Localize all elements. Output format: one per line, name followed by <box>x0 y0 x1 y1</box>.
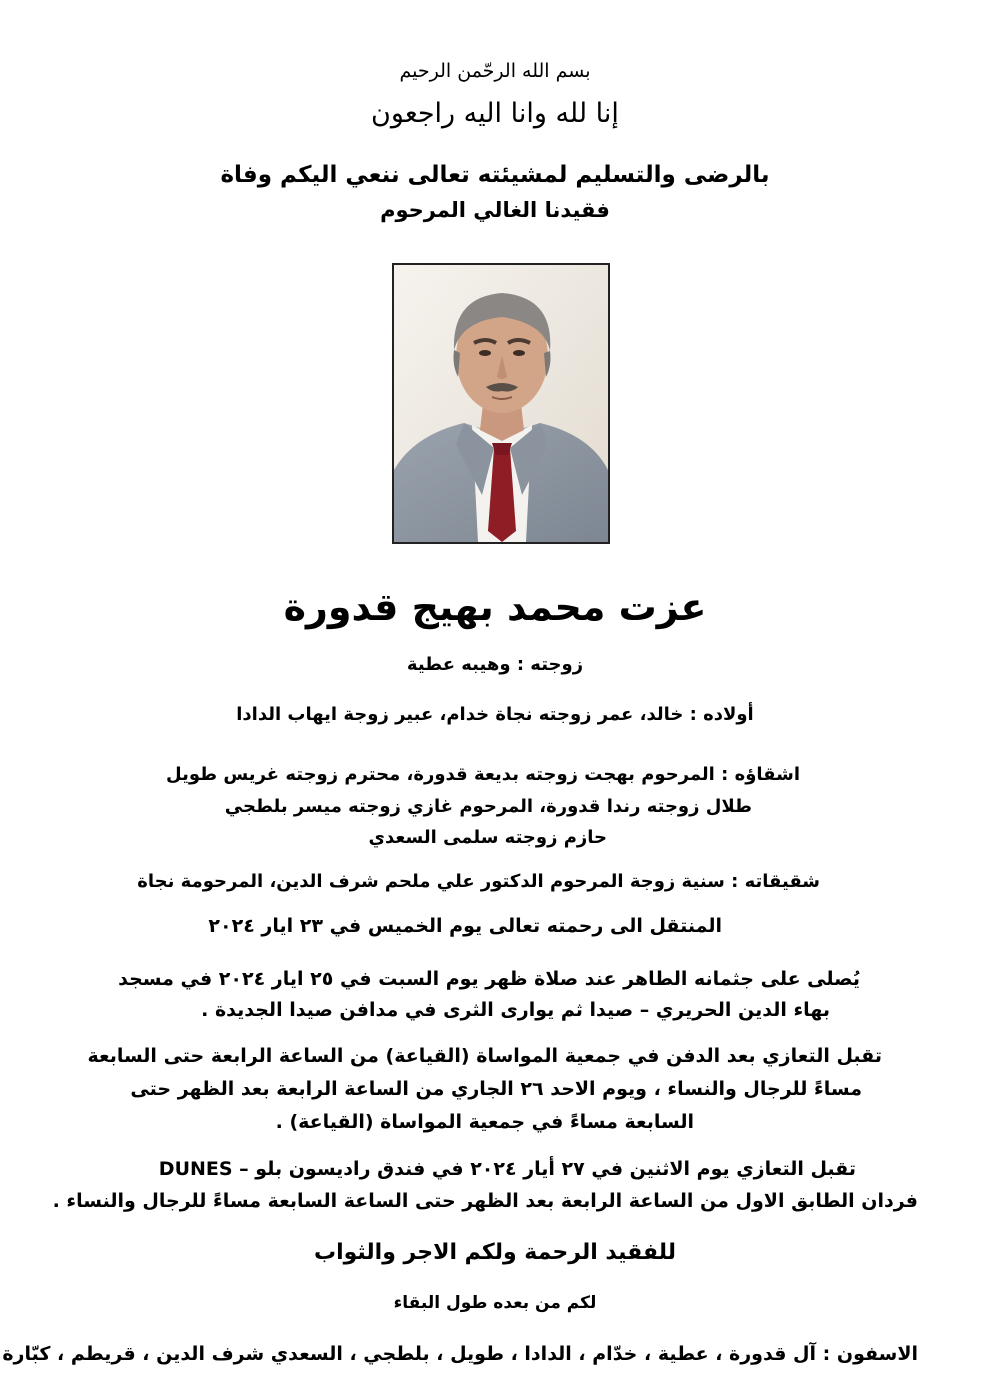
condolences-1-line-1: تقبل التعازي بعد الدفن في جمعية المواساة (القياعة) من الساعة الرابعة حتى السابعة <box>87 1045 882 1067</box>
condolences-2-line-1: تقبل التعازي يوم الاثنين في ٢٧ أيار ٢٠٢٤ في فندق راديسون بلو – DUNES <box>158 1158 856 1180</box>
brothers-line-3: حازم زوجته سلمى السعدي <box>368 827 607 848</box>
condolences-1-line-2: مساءً للرجال والنساء ، ويوم الاحد ٢٦ الجاري من الساعة الرابعة بعد الظهر حتى <box>130 1078 862 1100</box>
intro-line-1: بالرضى والتسليم لمشيئته تعالى ننعي اليكم وفاة <box>220 162 770 188</box>
children-line: أولاده : خالد، عمر زوجته نجاة خدام، عبير زوجة ايهاب الدادا <box>236 704 754 725</box>
prayer-line: للفقيد الرحمة ولكم الاجر والثواب <box>313 1240 676 1265</box>
mourners-line: الاسفون : آل قدورة ، عطية ، خدّام ، الدادا ، طويل ، بلطجي ، السعدي شرف الدين ، قريطم ، كبّارة <box>2 1343 918 1365</box>
death-date: المنتقل الى رحمته تعالى يوم الخميس في ٢٣ ايار ٢٠٢٤ <box>208 915 722 937</box>
funeral-line-2: بهاء الدين الحريري – صيدا ثم يوارى الثرى في مدافن صيدا الجديدة . <box>201 999 830 1021</box>
sisters-line: شقيقاته : سنية زوجة المرحوم الدكتور علي ملحم شرف الدين، المرحومة نجاة <box>137 871 820 892</box>
portrait-photo-icon <box>394 265 608 542</box>
portrait-photo <box>392 263 610 544</box>
condolences-2-line-2: فردان الطابق الاول من الساعة الرابعة بعد الظهر حتى الساعة السابعة مساءً للرجال والنساء . <box>52 1190 918 1212</box>
quran-verse: إنا لله وانا اليه راجعون <box>371 98 619 129</box>
funeral-line-1: يُصلى على جثمانه الطاهر عند صلاة ظهر يوم السبت في ٢٥ ايار ٢٠٢٤ في مسجد <box>118 968 860 990</box>
basmala: بسم الله الرحّمن الرحيم <box>399 60 591 82</box>
brothers-line-1: اشقاؤه : المرحوم بهجت زوجته بديعة قدورة، محترم زوجته غريس طويل <box>166 764 800 785</box>
condolences-1-line-3: السابعة مساءً في جمعية المواساة (القياعة) . <box>275 1111 694 1133</box>
long-life-line: لكم من بعده طول البقاء <box>393 1293 597 1313</box>
wife-line: زوجته : وهيبه عطية <box>406 654 584 675</box>
deceased-name: عزت محمد بهيج قدورة <box>283 585 707 629</box>
brothers-line-2: طلال زوجته رندا قدورة، المرحوم غازي زوجته ميسر بلطجي <box>224 796 752 817</box>
intro-line-2: فقيدنا الغالي المرحوم <box>380 198 610 222</box>
